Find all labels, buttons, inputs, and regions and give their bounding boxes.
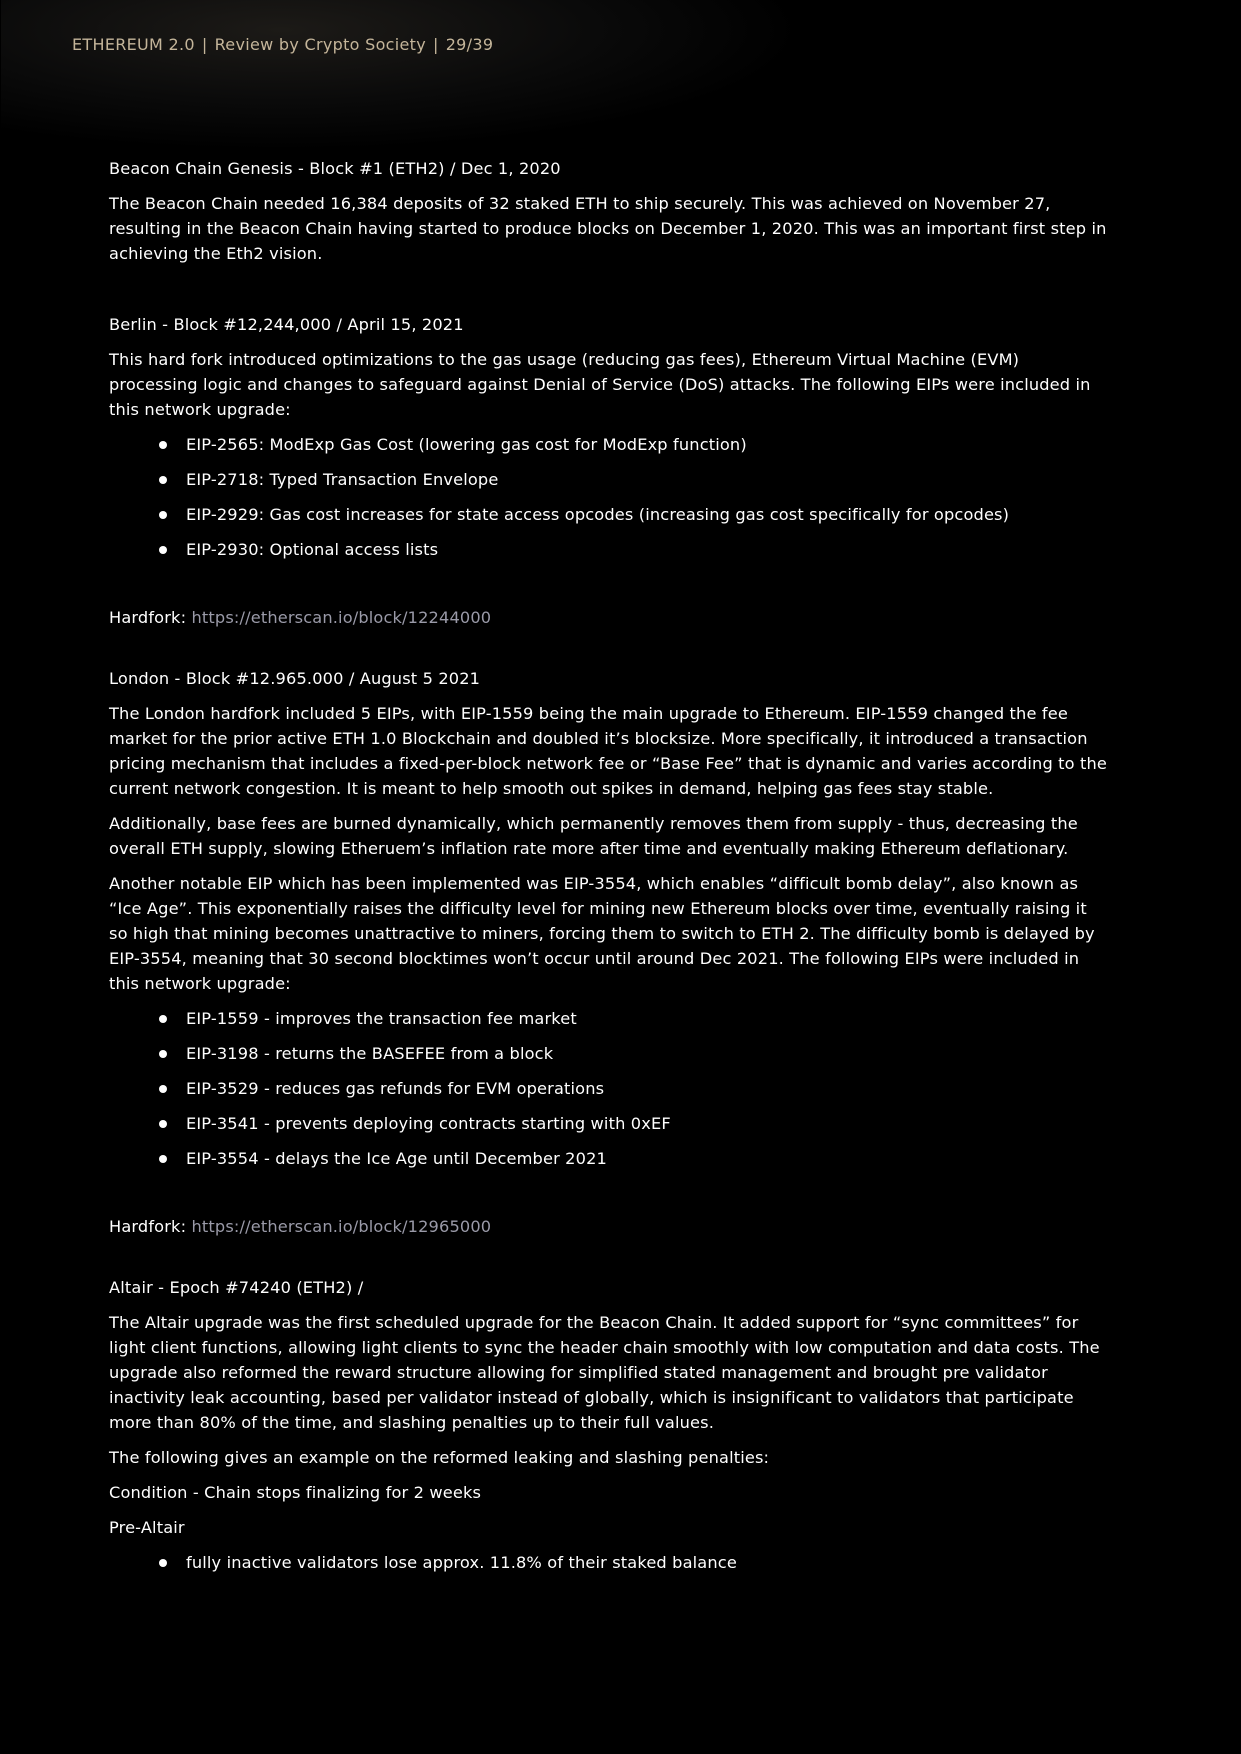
header-subtitle: Review by Crypto Society: [214, 35, 426, 54]
bullet-icon: [159, 1559, 167, 1567]
list-item: EIP-2929: Gas cost increases for state access opcodes (increasing gas cost specifically for opcodes): [109, 502, 1109, 527]
altair-pre-label: Pre-Altair: [109, 1518, 185, 1537]
bullet-icon: [159, 1050, 167, 1058]
berlin-eip-list: [109, 432, 1109, 562]
list-item: EIP-2718: Typed Transaction Envelope: [109, 467, 1109, 492]
london-paragraph-1: The London hardfork included 5 EIPs, with EIP-1559 being the main upgrade to Ethereum. EIP-1559 changed the fee market for the prior active ETH 1.0 Blockchain and doubled it’s blocksize. More specifically, it introduced a transaction pricing mechanism that includes a fixed-per-block network fee or “Base Fee” that is dynamic and varies according to the current network congestion. It is meant to help smooth out spikes in demand, helping gas fees stay stable.: [109, 704, 1108, 798]
beacon-heading: Beacon Chain Genesis - Block #1 (ETH2) / Dec 1, 2020: [109, 159, 561, 178]
list-item: EIP-3198 - returns the BASEFEE from a block: [109, 1041, 1109, 1066]
list-item: EIP-3554 - delays the Ice Age until December 2021: [109, 1146, 1109, 1171]
london-eip-list: [109, 1006, 1109, 1171]
london-heading: London - Block #12.965.000 / August 5 2021: [109, 669, 481, 688]
list-item: EIP-3541 - prevents deploying contracts starting with 0xEF: [109, 1111, 1109, 1136]
beacon-paragraph: The Beacon Chain needed 16,384 deposits of 32 staked ETH to ship securely. This was achieved on November 27, resulting in the Beacon Chain having started to produce blocks on December 1, 2020. This was an important first step in achieving the Eth2 vision.: [109, 194, 1107, 263]
page-number: 29/39: [445, 35, 494, 54]
london-paragraph-2: Additionally, base fees are burned dynamically, which permanently removes them from supply - thus, decreasing the overall ETH supply, slowing Etheruem’s inflation rate more after time and eventually making Ethereum deflationary.: [109, 814, 1078, 858]
berlin-heading: Berlin - Block #12,244,000 / April 15, 2021: [109, 315, 464, 334]
berlin-hardfork-line: [109, 605, 1109, 630]
altair-paragraph-2: The following gives an example on the reformed leaking and slashing penalties:: [109, 1448, 770, 1467]
bullet-icon: [159, 1015, 167, 1023]
bullet-icon: [159, 511, 167, 519]
header-separator: |: [433, 35, 439, 54]
bullet-icon: [159, 476, 167, 484]
header-title: ETHEREUM 2.0: [72, 35, 195, 54]
document-page: [1, 0, 1241, 1754]
hardfork-label: Hardfork:: [109, 1217, 187, 1236]
list-item: EIP-2930: Optional access lists: [109, 537, 1109, 562]
altair-list: [109, 1550, 1109, 1575]
bullet-icon: [159, 1155, 167, 1163]
list-item: EIP-1559 - improves the transaction fee market: [109, 1006, 1109, 1031]
altair-condition: Condition - Chain stops finalizing for 2 weeks: [109, 1483, 482, 1502]
bullet-icon: [159, 1120, 167, 1128]
london-hardfork-line: [109, 1214, 1109, 1239]
london-hardfork-link[interactable]: https://etherscan.io/block/12965000: [191, 1217, 492, 1236]
running-header: [72, 35, 493, 54]
list-item: EIP-3529 - reduces gas refunds for EVM operations: [109, 1076, 1109, 1101]
berlin-hardfork-link[interactable]: https://etherscan.io/block/12244000: [191, 608, 492, 627]
hardfork-label: Hardfork:: [109, 608, 187, 627]
london-paragraph-3: Another notable EIP which has been implemented was EIP-3554, which enables “difficult bomb delay”, also known as “Ice Age”. This exponentially raises the difficulty level for mining new Ethereum blocks over time, eventually raising it so high that mining becomes unattractive to miners, forcing them to switch to ETH 2. The difficulty bomb is delayed by EIP-3554, meaning that 30 second blocktimes won’t occur until around Dec 2021. The following EIPs were included in this network upgrade:: [109, 874, 1095, 993]
altair-heading: Altair - Epoch #74240 (ETH2) /: [109, 1278, 364, 1297]
header-separator: |: [201, 35, 208, 54]
bullet-icon: [159, 546, 167, 554]
bullet-icon: [159, 441, 167, 449]
bullet-icon: [159, 1085, 167, 1093]
list-item: EIP-2565: ModExp Gas Cost (lowering gas cost for ModExp function): [109, 432, 1109, 457]
list-item: fully inactive validators lose approx. 11.8% of their staked balance: [109, 1550, 1109, 1575]
altair-paragraph-1: The Altair upgrade was the first scheduled upgrade for the Beacon Chain. It added support for “sync committees” for light client functions, allowing light clients to sync the header chain smoothly with low computation and data costs. The upgrade also reformed the reward structure allowing for simplified stated management and brought pre validator inactivity leak accounting, based per validator instead of globally, which is insignificant to validators that participate more than 80% of the time, and slashing penalties up to their full values.: [109, 1313, 1100, 1432]
berlin-paragraph: This hard fork introduced optimizations to the gas usage (reducing gas fees), Ethereum Virtual Machine (EVM) processing logic and changes to safeguard against Denial of Service (DoS) attacks. The following EIPs were included in this network upgrade:: [109, 350, 1091, 419]
page-content: [109, 156, 1109, 1585]
